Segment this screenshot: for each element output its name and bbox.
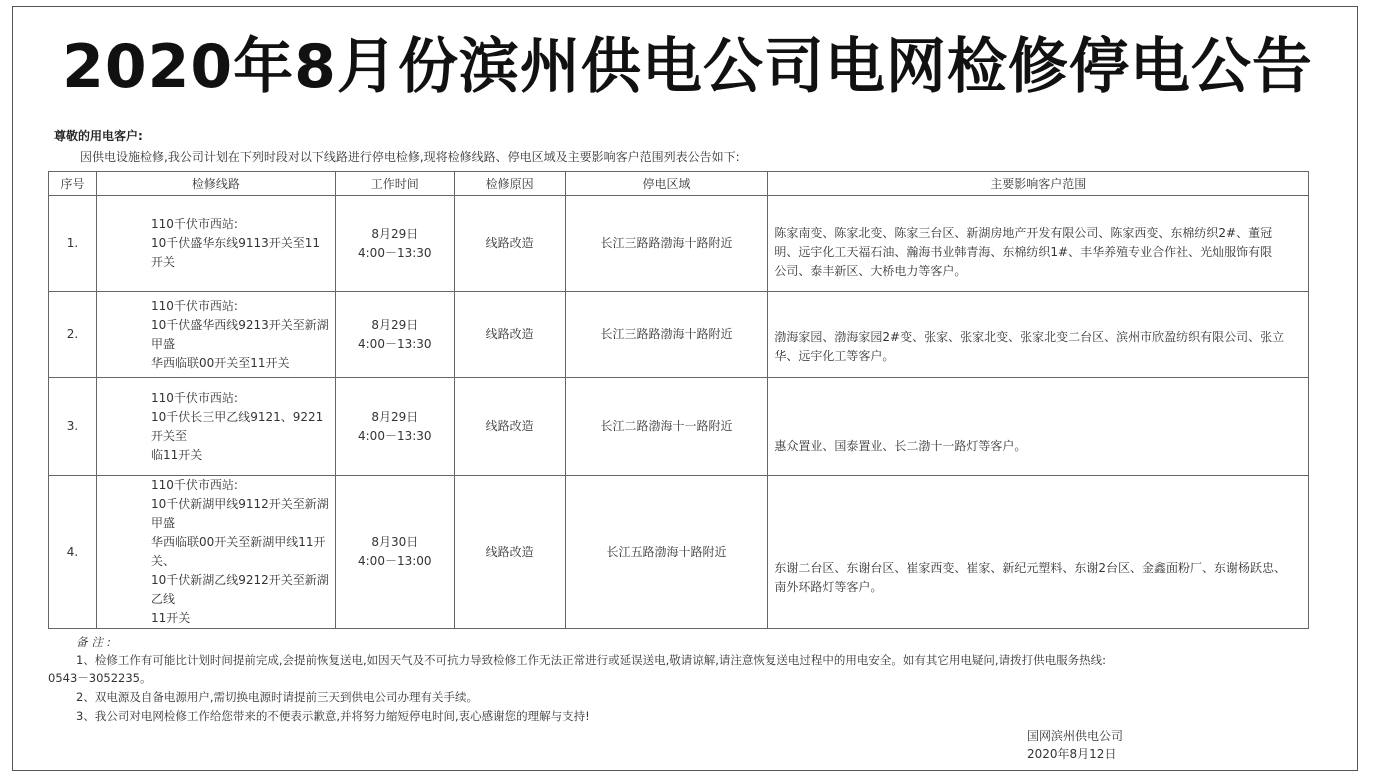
- row-seq: 3.: [49, 378, 97, 476]
- header-area: 停电区域: [565, 172, 768, 196]
- line-detail: 临11开关: [150, 447, 203, 462]
- line-station: 110千伏市西站:: [150, 217, 238, 231]
- header-scope: 主要影响客户范围: [768, 172, 1309, 196]
- row-reason: 线路改造: [454, 378, 565, 476]
- row-seq: 1.: [49, 196, 97, 292]
- header-time: 工作时间: [335, 172, 454, 196]
- row-reason: 线路改造: [454, 476, 565, 629]
- work-date: 8月30日: [371, 535, 419, 549]
- signature-company: 国网滨州供电公司: [1027, 729, 1124, 743]
- line-detail: 10千伏盛华东线9113开关至11开关: [150, 236, 321, 269]
- note-item-3: 3、我公司对电网检修工作给您带来的不便表示歉意,并将努力缩短停电时间,衷心感谢您的理解与支持!: [76, 709, 590, 723]
- row-area: 长江三路路渤海十路附近: [565, 292, 768, 378]
- row-scope: [768, 292, 1309, 378]
- row-reason: 线路改造: [454, 292, 565, 378]
- note-item-2: 2、双电源及自备电源用户,需切换电源时请提前三天到供电公司办理有关手续。: [76, 690, 478, 704]
- row-time: [335, 378, 454, 476]
- row-scope: [768, 476, 1309, 629]
- row-area: 长江五路渤海十路附近: [565, 476, 768, 629]
- row-time: [335, 196, 454, 292]
- line-station: 110千伏市西站:: [150, 298, 238, 313]
- note-item-1-cont: 0543－3052235。: [48, 671, 152, 685]
- work-hours: 4:00－13:30: [358, 245, 432, 260]
- table-row: [49, 476, 1309, 629]
- notice-title: 2020年8月份滨州供电公司电网检修停电公告: [62, 32, 1313, 102]
- work-hours: 4:00－13:30: [358, 336, 432, 351]
- scope-line: 陈家南变、陈家北变、陈家三台区、新湖房地产开发有限公司、陈家西变、东棉纺织2#、董冠: [774, 225, 1273, 240]
- row-time: [335, 476, 454, 629]
- row-seq: 2.: [49, 292, 97, 378]
- line-detail: 华西临联00开关至11开关: [150, 355, 290, 370]
- work-hours: 4:00－13:30: [358, 428, 432, 443]
- scope-line: 惠众置业、国泰置业、长二渤十一路灯等客户。: [774, 439, 1027, 453]
- scope-line: 东谢二台区、东谢台区、崔家西变、崔家、新纪元塑料、东谢2台区、金鑫面粉厂、东谢杨跃忠、: [774, 561, 1287, 575]
- work-date: 8月29日: [371, 409, 419, 424]
- line-detail: 11开关: [150, 611, 191, 625]
- header-seq: 序号: [49, 172, 97, 196]
- row-seq: 4.: [49, 476, 97, 629]
- table-row: [49, 292, 1309, 378]
- notes-title: 备注:: [76, 635, 115, 649]
- row-line: [96, 378, 335, 476]
- row-time: [335, 292, 454, 378]
- scope-line: 南外环路灯等客户。: [774, 580, 883, 594]
- header-reason: 检修原因: [454, 172, 565, 196]
- line-detail: 10千伏新湖甲线9112开关至新湖甲盛: [150, 497, 329, 530]
- work-date: 8月29日: [371, 226, 419, 241]
- outage-table: [48, 171, 1309, 629]
- row-line: [96, 476, 335, 629]
- salutation: 尊敬的用电客户:: [54, 129, 143, 143]
- line-detail: 华西临联00开关至新湖甲线11开关、: [150, 535, 326, 568]
- row-scope: [768, 196, 1309, 292]
- intro-paragraph: 因供电设施检修,我公司计划在下列时段对以下线路进行停电检修,现将检修线路、停电区域及主要影响客户范围列表公告如下:: [80, 150, 740, 164]
- table-header-row: [49, 172, 1309, 196]
- row-reason: 线路改造: [454, 196, 565, 292]
- scope-line: 华、远宇化工等客户。: [774, 348, 895, 363]
- work-date: 8月29日: [371, 317, 419, 332]
- line-station: 110千伏市西站:: [150, 478, 238, 492]
- scope-line: 渤海家园、渤海家园2#变、张家、张家北变、张家北变二台区、滨州市欣盈纺织有限公司、张立: [774, 329, 1285, 344]
- row-area: 长江三路路渤海十路附近: [565, 196, 768, 292]
- signature-date: 2020年8月12日: [1027, 747, 1117, 761]
- line-detail: 10千伏盛华西线9213开关至新湖甲盛: [150, 317, 329, 351]
- header-line: 检修线路: [96, 172, 335, 196]
- scope-line: 公司、泰丰新区、大桥电力等客户。: [774, 263, 967, 278]
- work-hours: 4:00－13:00: [358, 554, 432, 568]
- line-detail: 10千伏长三甲乙线9121、9221开关至: [150, 409, 324, 443]
- row-area: 长江二路渤海十一路附近: [565, 378, 768, 476]
- row-line: [96, 196, 335, 292]
- line-station: 110千伏市西站:: [150, 390, 238, 405]
- table-row: [49, 196, 1309, 292]
- row-line: [96, 292, 335, 378]
- scope-line: 明、远宇化工天福石油、瀚海书业韩青海、东棉纺织1#、丰华养殖专业合作社、光灿服饰有限: [774, 244, 1273, 259]
- row-scope: [768, 378, 1309, 476]
- table-row: [49, 378, 1309, 476]
- note-item-1: 1、检修工作有可能比计划时间提前完成,会提前恢复送电,如因天气及不可抗力导致检修工作无法正常进行或延误送电,敬请谅解,请注意恢复送电过程中的用电安全。如有其它用电疑问,请拨打供电服务热线:: [76, 653, 1106, 667]
- line-detail: 10千伏新湖乙线9212开关至新湖乙线: [150, 573, 329, 606]
